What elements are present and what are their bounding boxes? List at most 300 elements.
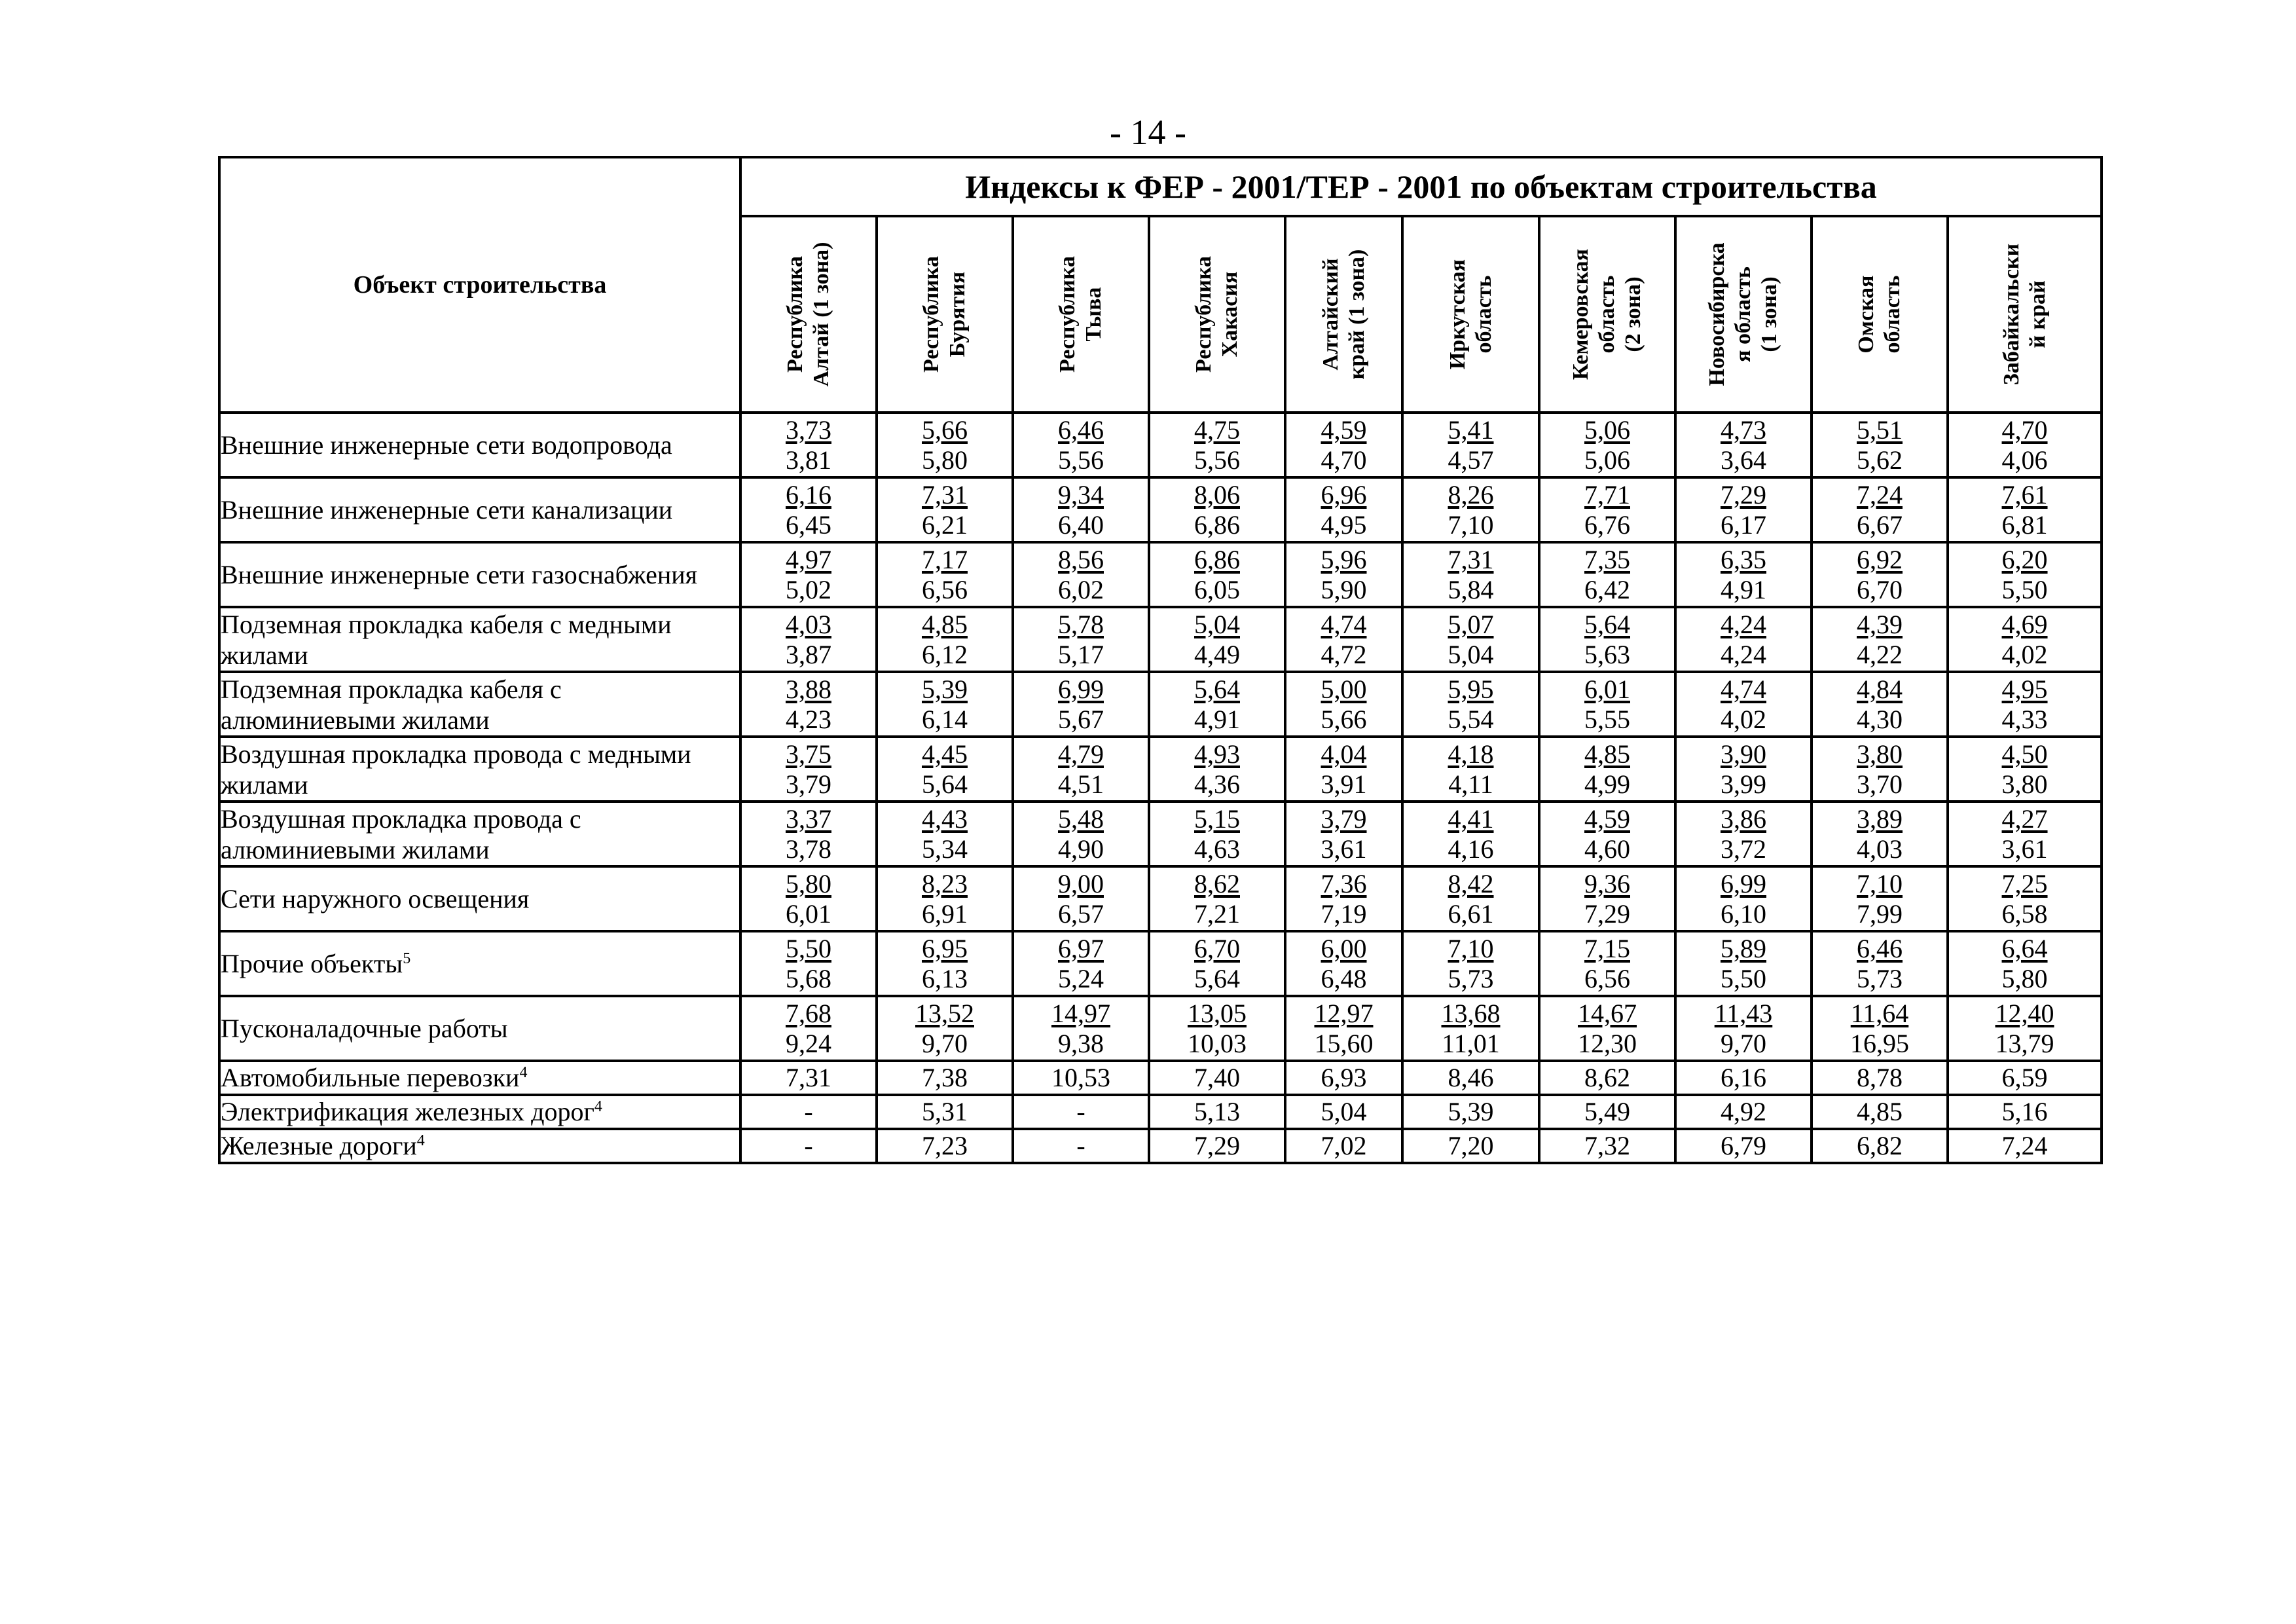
index-value-top: 4,84: [1857, 674, 1903, 704]
index-value-bottom: 7,29: [1584, 898, 1630, 929]
region-header: [1149, 216, 1285, 413]
index-value-top: 9,00: [1058, 868, 1104, 898]
index-cell: [1402, 672, 1539, 737]
region-header: [1285, 216, 1402, 413]
index-cell: [1402, 866, 1539, 931]
index-value-top: 4,74: [1321, 609, 1367, 639]
index-cell: 5,13: [1149, 1095, 1285, 1129]
index-value-top: 5,95: [1448, 674, 1494, 704]
index-value-bottom: 4,99: [1584, 769, 1630, 799]
index-value-bottom: 5,34: [922, 834, 968, 864]
index-cell: 7,40: [1149, 1061, 1285, 1095]
index-value-bottom: 13,79: [1995, 1028, 2054, 1058]
index-value-bottom: 6,56: [922, 574, 968, 604]
index-value-bottom: 4,63: [1194, 834, 1240, 864]
index-value-top: 9,36: [1584, 868, 1630, 898]
index-value-top: 6,01: [1584, 674, 1630, 704]
index-value-top: 6,95: [922, 933, 968, 963]
index-cell: [1149, 477, 1285, 542]
index-value-top: 5,50: [786, 933, 831, 963]
object-name-cell: [219, 672, 740, 737]
index-value-bottom: 6,01: [786, 898, 831, 929]
index-value-bottom: 7,99: [1857, 898, 1903, 929]
index-value-bottom: 5,80: [922, 445, 968, 475]
index-value-top: 7,35: [1584, 544, 1630, 574]
index-value-bottom: 5,63: [1584, 639, 1630, 669]
index-cell: 6,82: [1812, 1129, 1948, 1163]
index-value-top: 4,74: [1721, 674, 1766, 704]
index-cell: [1013, 866, 1149, 931]
index-cell: [1285, 931, 1402, 996]
index-value-top: 4,18: [1448, 739, 1494, 769]
index-value-top: 11,43: [1714, 998, 1773, 1028]
index-value-top: 8,23: [922, 868, 968, 898]
index-cell: 6,59: [1948, 1061, 2102, 1095]
index-cell: [1948, 672, 2102, 737]
index-value-top: 5,07: [1448, 609, 1494, 639]
index-value-bottom: 4,24: [1721, 639, 1766, 669]
index-value-bottom: 6,81: [2001, 509, 2048, 540]
index-cell: 4,85: [1812, 1095, 1948, 1129]
index-value-top: 7,36: [1321, 868, 1367, 898]
index-cell: 5,49: [1539, 1095, 1675, 1129]
index-value-bottom: 16,95: [1850, 1028, 1909, 1058]
index-value-top: 5,64: [1194, 674, 1240, 704]
page-number: - 14 -: [1110, 113, 1186, 152]
index-value-bottom: 4,36: [1194, 769, 1240, 799]
index-cell: 5,31: [877, 1095, 1013, 1129]
index-value-top: 13,52: [915, 998, 974, 1028]
index-cell: [1013, 672, 1149, 737]
index-value-bottom: 5,06: [1584, 445, 1630, 475]
region-header-label: Республика Хакасия: [1192, 256, 1242, 373]
index-value-top: 14,97: [1051, 998, 1110, 1028]
index-value-top: 5,15: [1194, 803, 1240, 834]
index-value-bottom: 4,22: [1857, 639, 1903, 669]
index-value-top: 5,66: [922, 415, 968, 445]
index-value-bottom: 6,70: [1857, 574, 1903, 604]
index-cell: [1675, 996, 1812, 1061]
index-cell: 8,46: [1402, 1061, 1539, 1095]
index-cell: [1675, 737, 1812, 802]
index-value-bottom: 3,80: [2001, 769, 2048, 799]
index-value-top: 7,71: [1584, 479, 1630, 509]
index-cell: [1539, 866, 1675, 931]
footnote-mark: 4: [416, 1132, 425, 1149]
region-header: [1539, 216, 1675, 413]
index-value-top: 4,24: [1721, 609, 1766, 639]
index-value-top: 4,79: [1058, 739, 1104, 769]
index-value-top: 5,41: [1448, 415, 1494, 445]
index-cell: [1812, 866, 1948, 931]
region-header: [1675, 216, 1812, 413]
object-name-cell: [219, 737, 740, 802]
index-cell: [1149, 607, 1285, 672]
index-value-top: 4,27: [2001, 803, 2048, 834]
index-value-top: 3,75: [786, 739, 831, 769]
index-value-bottom: 4,03: [1857, 834, 1903, 864]
index-value-bottom: 4,51: [1058, 769, 1104, 799]
index-value-top: 4,04: [1321, 739, 1367, 769]
index-cell: [1812, 996, 1948, 1061]
table-row: [219, 477, 2102, 542]
index-cell: [1402, 931, 1539, 996]
index-value-bottom: 4,02: [2001, 639, 2048, 669]
index-value-bottom: 4,33: [2001, 704, 2048, 734]
index-value-top: 6,46: [1058, 415, 1104, 445]
table-row: [219, 413, 2102, 477]
index-value-top: 4,73: [1721, 415, 1766, 445]
object-name: Подземная прокладка кабеля с медными жилами: [221, 609, 672, 670]
region-header-label: Забайкальски й край: [1999, 243, 2050, 386]
index-value-top: 6,99: [1058, 674, 1104, 704]
index-cell: [1675, 931, 1812, 996]
index-cell: [1149, 542, 1285, 607]
index-value-top: 8,42: [1448, 868, 1494, 898]
index-cell: 8,62: [1539, 1061, 1675, 1095]
index-value-top: 3,37: [786, 803, 831, 834]
index-value-bottom: 5,84: [1448, 574, 1494, 604]
object-name: Электрификация железных дорог: [221, 1097, 594, 1126]
index-value-bottom: 4,16: [1448, 834, 1494, 864]
index-cell: [1285, 866, 1402, 931]
index-value-top: 7,31: [1448, 544, 1494, 574]
index-cell: [1149, 672, 1285, 737]
index-value-top: 6,46: [1857, 933, 1903, 963]
index-cell: -: [740, 1129, 877, 1163]
index-value-top: 6,70: [1194, 933, 1240, 963]
index-cell: [1675, 672, 1812, 737]
index-cell: -: [740, 1095, 877, 1129]
index-cell: [1539, 672, 1675, 737]
index-value-bottom: 6,61: [1448, 898, 1494, 929]
region-header: [1812, 216, 1948, 413]
index-cell: [1675, 607, 1812, 672]
index-value-bottom: 5,54: [1448, 704, 1494, 734]
table-row: [219, 1095, 2102, 1129]
table-row: [219, 542, 2102, 607]
object-name: Пусконаладочные работы: [221, 1014, 508, 1043]
index-cell: [1948, 607, 2102, 672]
index-value-top: 6,97: [1058, 933, 1104, 963]
region-header-label: Республика Тыва: [1055, 256, 1106, 373]
index-value-bottom: 4,72: [1321, 639, 1367, 669]
index-value-bottom: 11,01: [1442, 1028, 1500, 1058]
index-value-bottom: 3,87: [786, 639, 831, 669]
index-cell: 7,24: [1948, 1129, 2102, 1163]
index-value-bottom: 6,13: [922, 963, 968, 993]
index-cell: [740, 996, 877, 1061]
index-cell: [1812, 542, 1948, 607]
index-cell: [877, 996, 1013, 1061]
index-value-bottom: 5,64: [922, 769, 968, 799]
index-cell: [1675, 477, 1812, 542]
header-row-group: [219, 157, 2102, 216]
index-cell: 7,20: [1402, 1129, 1539, 1163]
index-value-bottom: 6,58: [2001, 898, 2048, 929]
index-value-bottom: 5,17: [1058, 639, 1104, 669]
index-value-top: 7,29: [1721, 479, 1766, 509]
index-value-bottom: 5,73: [1448, 963, 1494, 993]
region-header-label: Омская область: [1854, 275, 1904, 354]
index-value-top: 12,97: [1314, 998, 1374, 1028]
index-value-top: 4,39: [1857, 609, 1903, 639]
index-value-top: 5,51: [1857, 415, 1903, 445]
index-value-bottom: 6,05: [1194, 574, 1240, 604]
index-value-top: 7,15: [1584, 933, 1630, 963]
index-value-top: 5,48: [1058, 803, 1104, 834]
index-value-top: 5,00: [1321, 674, 1367, 704]
index-cell: [740, 477, 877, 542]
index-value-top: 4,69: [2001, 609, 2048, 639]
index-cell: [1013, 996, 1149, 1061]
object-name-cell: [219, 607, 740, 672]
index-cell: [1013, 737, 1149, 802]
object-name-cell: [219, 542, 740, 607]
index-value-bottom: 9,38: [1058, 1028, 1104, 1058]
index-cell: [1149, 996, 1285, 1061]
index-cell: [1285, 996, 1402, 1061]
index-cell: [1948, 542, 2102, 607]
index-value-bottom: 3,91: [1321, 769, 1367, 799]
index-cell: [1948, 802, 2102, 866]
index-cell: [1539, 737, 1675, 802]
index-cell: [1539, 931, 1675, 996]
index-value-bottom: 5,04: [1448, 639, 1494, 669]
table-row: [219, 1061, 2102, 1095]
index-value-bottom: 5,90: [1321, 574, 1367, 604]
index-value-top: 4,03: [786, 609, 831, 639]
index-cell: [1013, 931, 1149, 996]
index-value-top: 4,97: [786, 544, 831, 574]
index-value-top: 3,89: [1857, 803, 1903, 834]
index-cell: [1402, 607, 1539, 672]
index-cell: [1539, 802, 1675, 866]
object-name: Воздушная прокладка провода с медными жилами: [221, 739, 691, 800]
index-value-top: 3,73: [786, 415, 831, 445]
index-value-bottom: 4,90: [1058, 834, 1104, 864]
index-value-top: 4,85: [1584, 739, 1630, 769]
index-cell: [1812, 802, 1948, 866]
object-name-cell: [219, 931, 740, 996]
index-cell: [1285, 413, 1402, 477]
index-cell: 8,78: [1812, 1061, 1948, 1095]
index-value-bottom: 3,72: [1721, 834, 1766, 864]
index-value-bottom: 5,55: [1584, 704, 1630, 734]
region-header-label: Республика Бурятия: [919, 256, 970, 373]
index-cell: [877, 931, 1013, 996]
index-value-top: 4,59: [1584, 803, 1630, 834]
index-cell: [1402, 477, 1539, 542]
object-name-cell: [219, 996, 740, 1061]
object-name-cell: [219, 1095, 740, 1129]
index-cell: [1013, 477, 1149, 542]
index-value-bottom: 4,60: [1584, 834, 1630, 864]
index-value-top: 13,05: [1188, 998, 1247, 1028]
index-cell: -: [1013, 1129, 1149, 1163]
index-value-top: 5,80: [786, 868, 831, 898]
index-value-top: 4,59: [1321, 415, 1367, 445]
index-cell: [1402, 802, 1539, 866]
index-value-top: 12,40: [1995, 998, 2054, 1028]
object-name: Внешние инженерные сети канализации: [221, 495, 673, 525]
index-value-bottom: 7,10: [1448, 509, 1494, 540]
index-cell: 5,39: [1402, 1095, 1539, 1129]
object-name-cell: [219, 1129, 740, 1163]
index-value-top: 9,34: [1058, 479, 1104, 509]
region-header: [1402, 216, 1539, 413]
index-value-top: 7,68: [786, 998, 831, 1028]
index-value-top: 5,89: [1721, 933, 1766, 963]
index-value-top: 6,99: [1721, 868, 1766, 898]
index-cell: 6,79: [1675, 1129, 1812, 1163]
index-cell: 5,04: [1285, 1095, 1402, 1129]
region-header-label: Новосибирска я область (1 зона): [1705, 242, 1781, 386]
index-value-bottom: 4,91: [1721, 574, 1766, 604]
index-cell: [740, 866, 877, 931]
index-value-top: 14,67: [1578, 998, 1637, 1028]
object-name-cell: [219, 413, 740, 477]
index-cell: [740, 413, 877, 477]
index-value-bottom: 5,56: [1194, 445, 1240, 475]
index-cell: 7,23: [877, 1129, 1013, 1163]
footnote-mark: 4: [519, 1064, 528, 1081]
index-value-bottom: 5,64: [1194, 963, 1240, 993]
index-cell: [1285, 542, 1402, 607]
index-cell: [1948, 866, 2102, 931]
index-value-bottom: 6,48: [1321, 963, 1367, 993]
index-cell: 7,38: [877, 1061, 1013, 1095]
index-cell: [1539, 607, 1675, 672]
index-value-bottom: 4,70: [1321, 445, 1367, 475]
index-value-top: 6,64: [2001, 933, 2048, 963]
index-cell: [1812, 931, 1948, 996]
index-value-bottom: 9,24: [786, 1028, 831, 1058]
index-cell: [877, 672, 1013, 737]
index-value-bottom: 6,02: [1058, 574, 1104, 604]
index-value-bottom: 5,62: [1857, 445, 1903, 475]
index-cell: [1675, 802, 1812, 866]
index-value-top: 3,80: [1857, 739, 1903, 769]
index-cell: [740, 737, 877, 802]
index-value-bottom: 4,23: [786, 704, 831, 734]
index-cell: [1149, 737, 1285, 802]
index-value-top: 3,86: [1721, 803, 1766, 834]
index-value-top: 4,50: [2001, 739, 2048, 769]
index-value-top: 4,45: [922, 739, 968, 769]
index-value-top: 4,93: [1194, 739, 1240, 769]
index-cell: [1285, 477, 1402, 542]
table-row: [219, 737, 2102, 802]
index-value-top: 5,04: [1194, 609, 1240, 639]
object-name: Автомобильные перевозки: [221, 1063, 520, 1092]
index-cell: [1812, 413, 1948, 477]
index-value-top: 7,61: [2001, 479, 2048, 509]
index-cell: 7,29: [1149, 1129, 1285, 1163]
object-column-header: Объект строительства: [219, 157, 740, 413]
index-cell: 7,02: [1285, 1129, 1402, 1163]
table-body: [219, 413, 2102, 1163]
index-value-bottom: 5,02: [786, 574, 831, 604]
index-value-top: 7,25: [2001, 868, 2048, 898]
region-header: [1013, 216, 1149, 413]
region-header: [877, 216, 1013, 413]
index-value-top: 4,70: [2001, 415, 2048, 445]
index-cell: 7,31: [740, 1061, 877, 1095]
index-cell: [1402, 996, 1539, 1061]
index-value-bottom: 4,95: [1321, 509, 1367, 540]
index-value-top: 4,95: [2001, 674, 2048, 704]
index-value-top: 4,75: [1194, 415, 1240, 445]
index-cell: [1285, 607, 1402, 672]
index-cell: [877, 413, 1013, 477]
index-cell: [877, 802, 1013, 866]
object-name: Прочие объекты: [221, 949, 403, 978]
index-cell: 4,92: [1675, 1095, 1812, 1129]
index-value-top: 7,10: [1448, 933, 1494, 963]
index-cell: [877, 607, 1013, 672]
index-value-bottom: 3,99: [1721, 769, 1766, 799]
index-value-top: 5,39: [922, 674, 968, 704]
index-value-bottom: 12,30: [1578, 1028, 1637, 1058]
table-row: [219, 1129, 2102, 1163]
index-cell: [1812, 737, 1948, 802]
index-value-top: 6,96: [1321, 479, 1367, 509]
index-value-bottom: 6,57: [1058, 898, 1104, 929]
index-cell: [1285, 802, 1402, 866]
index-value-bottom: 6,10: [1721, 898, 1766, 929]
table-row: [219, 866, 2102, 931]
index-value-bottom: 10,03: [1188, 1028, 1247, 1058]
index-value-bottom: 6,56: [1584, 963, 1630, 993]
index-value-top: 8,56: [1058, 544, 1104, 574]
object-name: Железные дороги: [221, 1131, 417, 1160]
index-cell: [1948, 413, 2102, 477]
index-cell: -: [1013, 1095, 1149, 1129]
index-cell: [877, 542, 1013, 607]
index-value-bottom: 6,21: [922, 509, 968, 540]
index-cell: [1948, 996, 2102, 1061]
index-cell: [1402, 413, 1539, 477]
index-value-bottom: 15,60: [1314, 1028, 1374, 1058]
index-cell: [1948, 931, 2102, 996]
object-name: Подземная прокладка кабеля с алюминиевыми жилами: [221, 674, 562, 735]
index-value-bottom: 4,11: [1448, 769, 1493, 799]
index-value-top: 4,85: [922, 609, 968, 639]
index-cell: [1675, 413, 1812, 477]
table-row: [219, 802, 2102, 866]
index-cell: [1285, 737, 1402, 802]
index-value-bottom: 6,67: [1857, 509, 1903, 540]
index-table: [218, 156, 2103, 1164]
index-value-bottom: 6,91: [922, 898, 968, 929]
region-header-label: Кемеровская область (2 зона): [1569, 248, 1645, 380]
index-cell: [1539, 996, 1675, 1061]
index-value-top: 6,00: [1321, 933, 1367, 963]
index-value-top: 3,79: [1321, 803, 1367, 834]
index-cell: [1812, 477, 1948, 542]
index-value-bottom: 5,66: [1321, 704, 1367, 734]
object-name: Сети наружного освещения: [221, 884, 530, 913]
index-value-top: 7,24: [1857, 479, 1903, 509]
index-cell: [1402, 542, 1539, 607]
index-value-bottom: 5,50: [2001, 574, 2048, 604]
index-value-top: 7,10: [1857, 868, 1903, 898]
index-cell: 7,32: [1539, 1129, 1675, 1163]
object-name-cell: [219, 866, 740, 931]
footnote-mark: 4: [594, 1098, 602, 1115]
index-value-bottom: 6,14: [922, 704, 968, 734]
